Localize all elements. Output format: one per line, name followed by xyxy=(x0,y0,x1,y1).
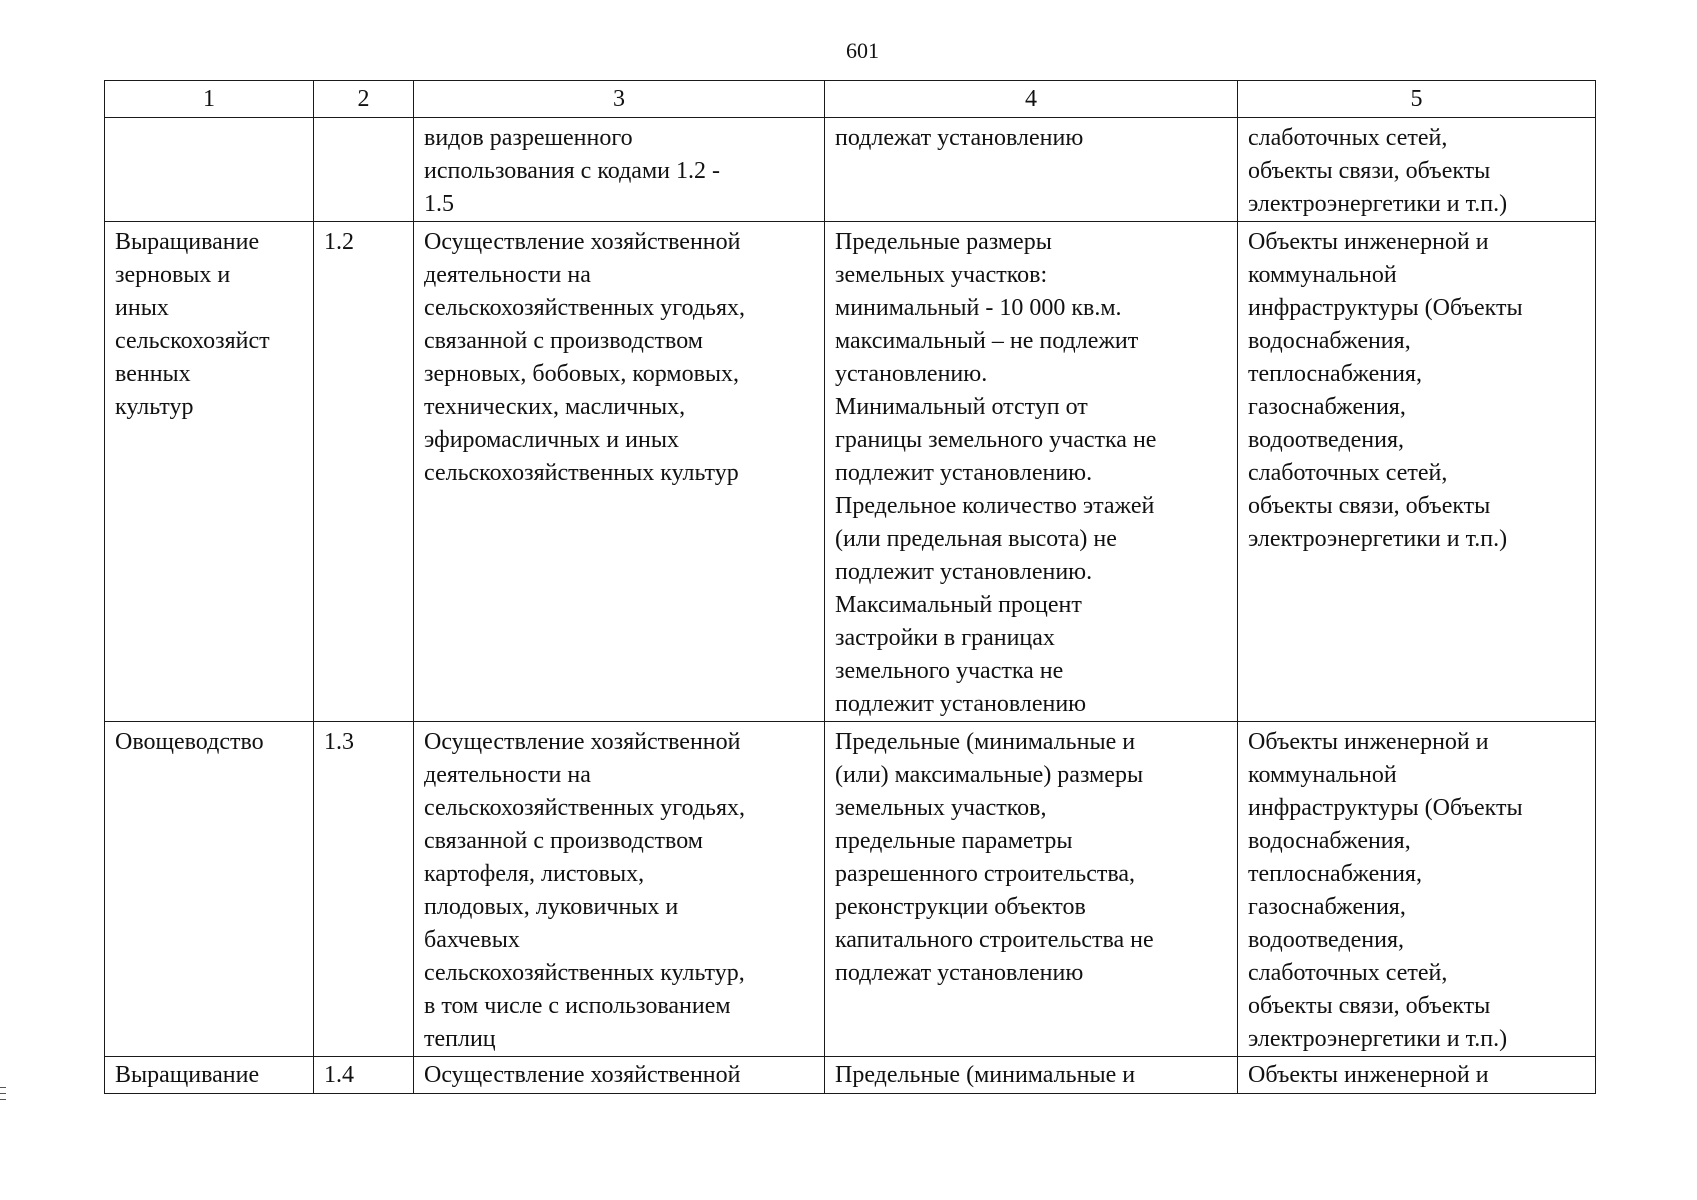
cell-auxiliary-uses xyxy=(1238,222,1596,722)
column-header-2: 2 xyxy=(314,81,414,118)
cell-parameters xyxy=(825,118,1238,222)
cell-text: 1.2 xyxy=(324,229,354,255)
cell-description xyxy=(414,118,825,222)
cell-text: 1.4 xyxy=(324,1062,354,1088)
cell-auxiliary-uses xyxy=(1238,722,1596,1057)
cell-text: Осуществление хозяйственной деятельности на сельскохозяйственных угодьях, связанной с производством зерновых, бобовых, кормовых, технических, масличных, эфиромасличных и иных сельскохозяйственных культур xyxy=(424,229,746,486)
cell-text: Выращивание зерновых и иных сельскохозяйст венных культур xyxy=(115,229,270,420)
cell-description xyxy=(414,222,825,722)
column-header-1: 1 xyxy=(105,81,314,118)
cell-code xyxy=(314,118,414,222)
cell-parameters xyxy=(825,1057,1238,1094)
cell-code xyxy=(314,1057,414,1094)
cell-text xyxy=(324,118,403,122)
cell-text: Объекты инженерной и коммунальной инфраструктуры (Объекты водоснабжения, теплоснабжения, газоснабжения, водоотведения, слаботочных сетей, объекты связи, объекты электроэнергетики и т.п.) xyxy=(1248,729,1523,1052)
column-header-5: 5 xyxy=(1238,81,1596,118)
column-header-4: 4 xyxy=(825,81,1238,118)
cell-code xyxy=(314,722,414,1057)
cell-use-name xyxy=(105,118,314,222)
cell-description xyxy=(414,722,825,1057)
table-row xyxy=(105,722,1596,1057)
cell-parameters xyxy=(825,722,1238,1057)
page-number: 601 xyxy=(846,38,879,63)
cell-parameters xyxy=(825,222,1238,722)
cell-text: Выращивание xyxy=(115,1062,260,1088)
table-header-row xyxy=(105,81,1596,118)
land-use-table xyxy=(104,80,1596,1094)
cell-text: видов разрешенного использования с кодами 1.2 - 1.5 xyxy=(424,125,720,217)
cell-text: Осуществление хозяйственной xyxy=(424,1062,741,1088)
cell-description xyxy=(414,1057,825,1094)
cell-text: Осуществление хозяйственной деятельности на сельскохозяйственных угодьях, связанной с производством картофеля, листовых, плодовых, луковичных и бахчевых сельскохозяйственных культур, в том числе с использованием теплиц xyxy=(424,729,746,1052)
cell-use-name xyxy=(105,1057,314,1094)
cell-text: Предельные размеры земельных участков: минимальный - 10 000 кв.м. максимальный – не подлежит установлению. Минимальный отступ от границы земельного участка не подлежит установлению. Предельное количество этажей (или предельная высота) не подлежит установлению. Максимальный процент застройки в границах земельного участка не подлежит установлению xyxy=(835,229,1157,717)
cell-use-name xyxy=(105,222,314,722)
scan-artifact xyxy=(0,1087,6,1105)
column-header-3: 3 xyxy=(414,81,825,118)
cell-text: подлежат установлению xyxy=(835,125,1084,151)
table-row xyxy=(105,222,1596,722)
cell-text xyxy=(115,118,303,122)
cell-text: Предельные (минимальные и (или) максимальные) размеры земельных участков, предельные параметры разрешенного строительства, реконструкции объектов капитального строительства не подлежат установлению xyxy=(835,729,1154,986)
cell-text: Овощеводство xyxy=(115,729,264,755)
cell-code xyxy=(314,222,414,722)
cell-text: слаботочных сетей, объекты связи, объекты электроэнергетики и т.п.) xyxy=(1248,125,1508,217)
table-row xyxy=(105,118,1596,222)
cell-text: Объекты инженерной и xyxy=(1248,1062,1489,1088)
cell-text: 1.3 xyxy=(324,729,354,755)
cell-auxiliary-uses xyxy=(1238,1057,1596,1094)
cell-use-name xyxy=(105,722,314,1057)
table-row xyxy=(105,1057,1596,1094)
cell-text: Предельные (минимальные и xyxy=(835,1062,1136,1088)
cell-auxiliary-uses xyxy=(1238,118,1596,222)
cell-text: Объекты инженерной и коммунальной инфраструктуры (Объекты водоснабжения, теплоснабжения, газоснабжения, водоотведения, слаботочных сетей, объекты связи, объекты электроэнергетики и т.п.) xyxy=(1248,229,1523,552)
